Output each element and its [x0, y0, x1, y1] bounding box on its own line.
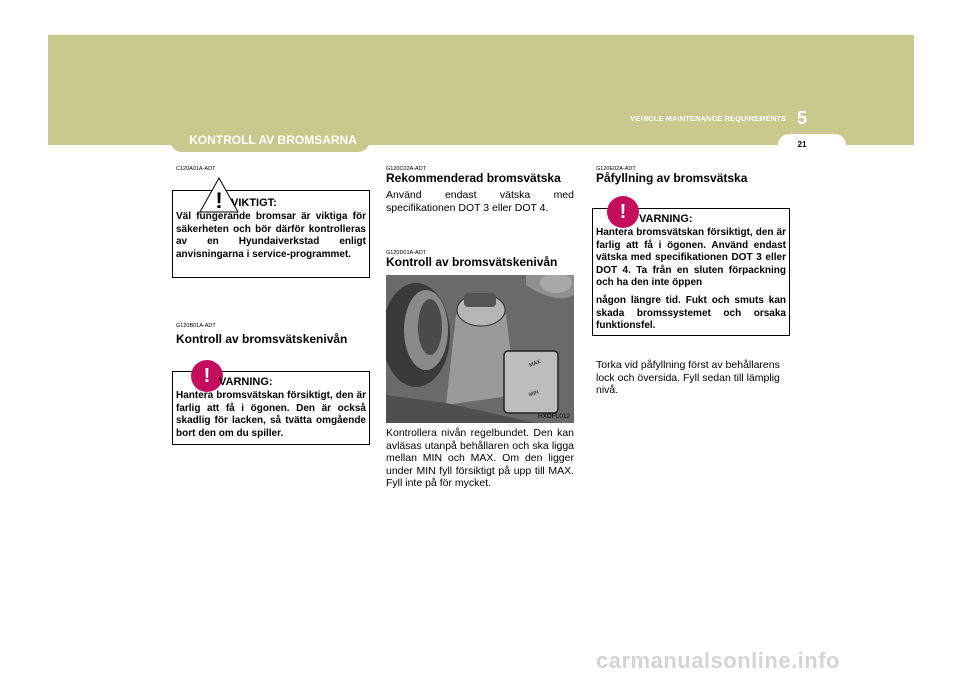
max-label: MAX — [528, 359, 542, 369]
svg-text:!: ! — [215, 188, 223, 213]
section-code: G120E02A-ADT — [596, 166, 636, 172]
important-box — [172, 190, 370, 278]
section-code: G120C02A-ADT — [386, 166, 427, 172]
section-title: KONTROLL AV BROMSARNA — [189, 133, 357, 147]
page-number: 21 — [797, 140, 807, 149]
warning-title: VARNING: — [219, 376, 273, 388]
body-paragraph: Kontrollera nivån regelbundet. Den kan avläsas utanpå behållaren och ska ligga mellan MIN och MAX. Om den ligger under MIN fyll försiktigt på upp till MAX. Fyll inte på för mycket. — [386, 427, 574, 489]
watermark: carmanualsonline.info — [596, 648, 840, 673]
warning-text: Hantera bromsvätskan försiktigt, den är farlig att få i ögonen. Den är också skadlig för lacken, så tvätta omgående bort den om du spiller. — [176, 390, 366, 439]
warning-box — [592, 201, 790, 336]
exclamation-circle-icon: ! — [607, 196, 639, 228]
section-code: G120B01A-ADT — [176, 323, 216, 329]
body-paragraph: Torka vid påfyllning först av behållarens lock och översida. Fyll sedan till lämplig nivå. — [596, 359, 780, 396]
warning-title: VARNING: — [639, 213, 693, 225]
brake-fluid-reservoir-photo — [386, 275, 574, 423]
section-heading: Kontroll av bromsvätskenivån — [386, 255, 558, 269]
exclamation-circle-icon: ! — [191, 360, 223, 392]
important-text: Väl fungerande bromsar är viktiga för säkerheten och bör därför kontrolleras av en Hyundaiverkstad enligt anvisningarna i service-programmet. — [176, 211, 366, 260]
section-heading: Rekommenderad bromsvätska — [386, 171, 561, 185]
chapter-title: VEHICLE MAINTENANCE REQUIREMENTS — [630, 114, 786, 123]
photo-code: HXDFL012 — [538, 413, 571, 420]
warning-text: Hantera bromsvätskan försiktigt, den är farlig att få i ögonen. Använd endast vätska med specifikationen DOT 3 eller DOT 4. Ta från en sluten förpackning och ha den inte öppen — [596, 227, 786, 288]
body-paragraph: Använd endast vätska med specifikationen DOT 3 eller DOT 4. — [386, 189, 574, 214]
section-heading: Påfyllning av bromsvätska — [596, 171, 748, 185]
important-title: VIKTIGT: — [231, 197, 277, 209]
section-heading: Kontroll av bromsvätskenivån — [176, 332, 348, 346]
min-label: MIN — [528, 389, 540, 399]
chapter-number: 5 — [796, 108, 807, 128]
warning-box — [172, 365, 370, 445]
section-code: G120D01A-ADT — [386, 250, 427, 256]
engine-bay-illustration — [386, 275, 574, 423]
warning-text: någon längre tid. Fukt och smuts kan skada bromssystemet och orsaka funktionsfel. — [596, 295, 786, 331]
section-code: C120A01A-ADT — [176, 166, 216, 172]
